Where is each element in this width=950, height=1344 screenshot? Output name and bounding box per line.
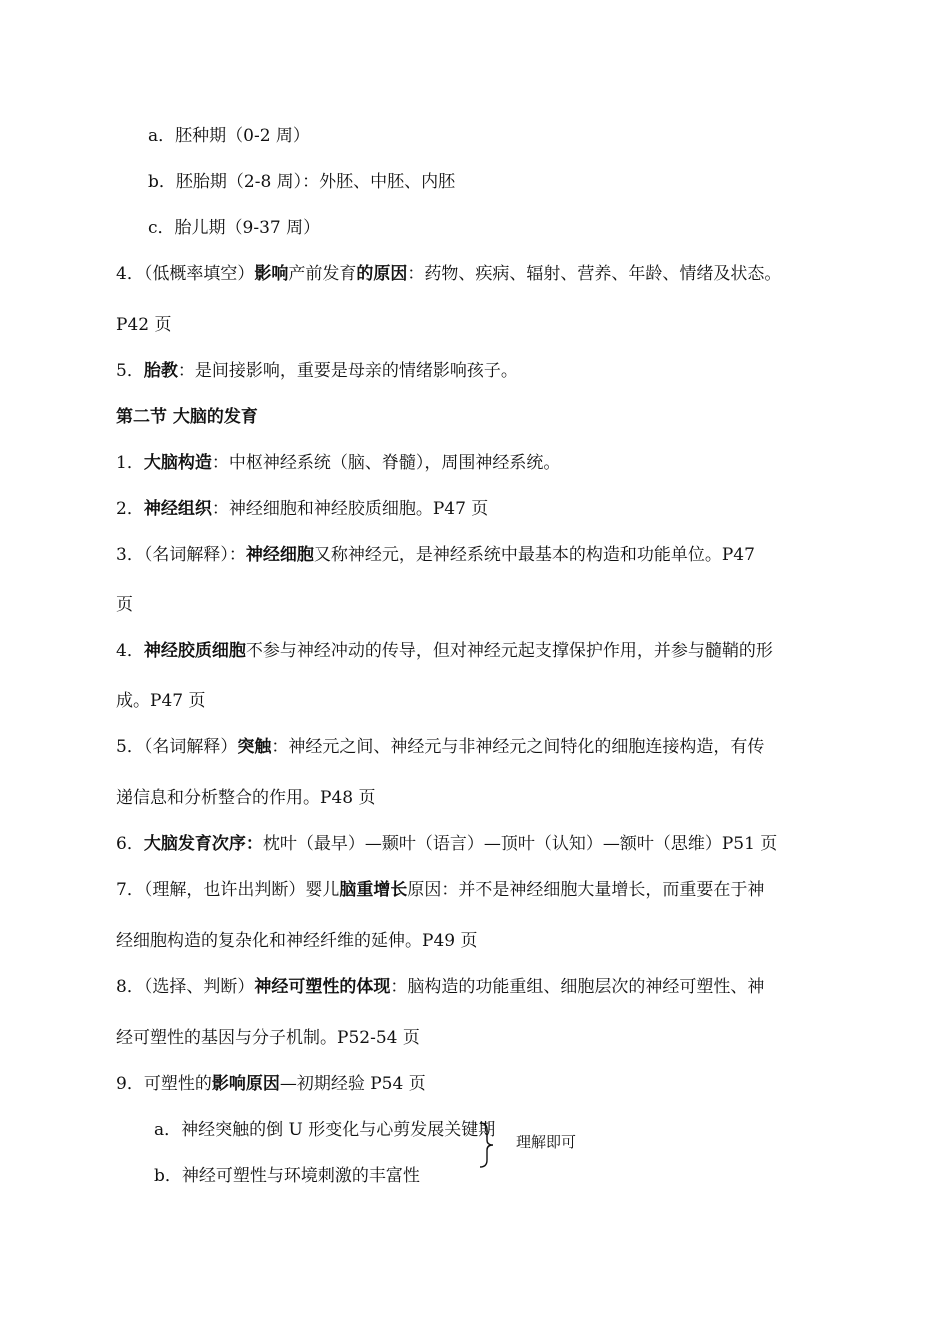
bold-term: 神经细胞 <box>245 545 314 565</box>
paragraph-3 <box>116 543 755 567</box>
text-run: 6． <box>116 834 144 854</box>
text-run: 4．（低概率填空） <box>116 264 255 284</box>
section-heading: 第二节 大脑的发育 <box>116 407 258 427</box>
bold-term: 胎教 <box>143 361 178 381</box>
text-run: 8．（选择、判断） <box>116 977 255 997</box>
text-run: 1． <box>116 453 144 473</box>
text-run: 枕叶（最早）—颞叶（语言）—顶叶（认知）—额叶（思维）P51 页 <box>262 834 778 854</box>
paragraph-continuation: 递信息和分析整合的作用。P48 页 <box>116 788 376 808</box>
paragraph-4b <box>116 639 773 663</box>
text-run: 2． <box>116 499 144 519</box>
sub-item-b: b．神经可塑性与环境刺激的丰富性 <box>154 1166 420 1186</box>
bold-term: 神经胶质细胞 <box>143 641 246 661</box>
bold-term: 神经组织 <box>143 499 212 519</box>
text-run: ：是间接影响，重要是母亲的情绪影响孩子。 <box>177 361 518 381</box>
paragraph-4 <box>116 262 781 286</box>
bold-term: 影响原因 <box>211 1074 280 1094</box>
text-run: 5．（名词解释） <box>116 737 238 757</box>
list-item-b: b．胚胎期（2-8 周）：外胚、中胚、内胚 <box>148 172 456 192</box>
list-item-a: a．胚种期（0-2 周） <box>148 126 310 146</box>
bold-term: 大脑发育次序： <box>143 834 263 854</box>
margin-note: 理解即可 <box>516 1133 577 1151</box>
text-run: ：药物、疾病、辐射、营养、年龄、情绪及状态。 <box>407 264 782 284</box>
paragraph-continuation: 页 <box>116 595 133 615</box>
text-run: ：脑构造的功能重组、细胞层次的神经可塑性、神 <box>390 977 765 997</box>
curly-brace-icon <box>478 1122 496 1168</box>
text-run: ：神经细胞和神经胶质细胞。P47 页 <box>211 499 489 519</box>
page-reference: P42 页 <box>116 315 172 335</box>
text-run: 5． <box>116 361 144 381</box>
text-run: ：神经元之间、神经元与非神经元之间特化的细胞连接构造，有传 <box>271 737 765 757</box>
text-run: 3．（名词解释）： <box>116 545 246 565</box>
text-run: 原因：并不是神经细胞大量增长，而重要在于神 <box>407 880 765 900</box>
text-run: ：中枢神经系统（脑、脊髓），周围神经系统。 <box>211 453 561 473</box>
paragraph-6 <box>116 832 777 856</box>
paragraph-continuation: 经细胞构造的复杂化和神经纤维的延伸。P49 页 <box>116 931 478 951</box>
paragraph-continuation: 经可塑性的基因与分子机制。P52-54 页 <box>116 1028 420 1048</box>
text-run: 不参与神经冲动的传导，但对神经元起支撑保护作用，并参与髓鞘的形 <box>245 641 773 661</box>
bold-term: 神经可塑性的体现 <box>254 977 391 997</box>
bold-term: 脑重增长 <box>339 880 408 900</box>
paragraph-5b <box>116 735 764 759</box>
paragraph-7 <box>116 878 764 902</box>
bold-term: 大脑构造 <box>143 453 212 473</box>
text-run: 又称神经元，是神经系统中最基本的构造和功能单位。P47 <box>313 545 755 565</box>
paragraph-9 <box>116 1072 426 1096</box>
bold-term: 影响 <box>254 264 289 284</box>
text-run: 4． <box>116 641 144 661</box>
sub-item-a: a．神经突触的倒 U 形变化与心剪发展关键期 <box>154 1120 496 1140</box>
bold-term: 的原因 <box>356 264 408 284</box>
text-run: 产前发育 <box>288 264 357 284</box>
text-run: —初期经验 P54 页 <box>279 1074 426 1094</box>
paragraph-continuation: 成。P47 页 <box>116 691 206 711</box>
paragraph-2 <box>116 497 488 521</box>
text-run: 9．可塑性的 <box>116 1074 212 1094</box>
text-run: 7．（理解，也许出判断）婴儿 <box>116 880 340 900</box>
paragraph-8 <box>116 975 764 999</box>
list-item-c: c．胎儿期（9-37 周） <box>148 218 321 238</box>
bold-term: 突触 <box>237 737 272 757</box>
paragraph-1 <box>116 451 560 475</box>
paragraph-5 <box>116 359 518 383</box>
